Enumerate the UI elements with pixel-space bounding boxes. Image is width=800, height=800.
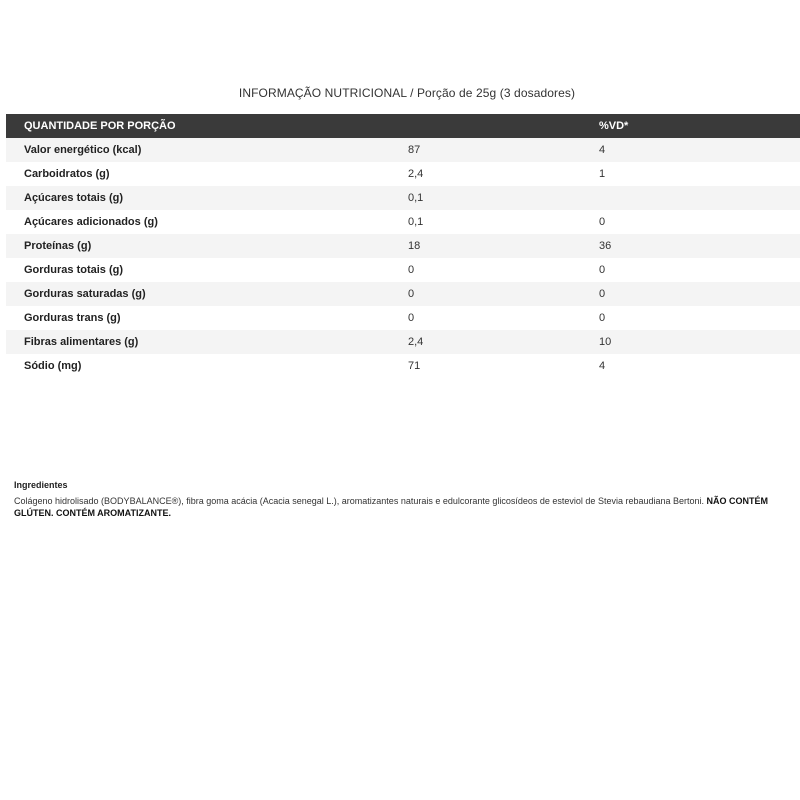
nutrient-name: Gorduras saturadas (g) — [24, 288, 146, 300]
nutrient-amount: 0,1 — [408, 216, 424, 228]
table-row — [6, 186, 800, 210]
nutrient-name: Carboidratos (g) — [24, 168, 110, 180]
table-row — [6, 210, 800, 234]
nutrient-amount: 71 — [408, 360, 421, 372]
nutrient-name: Açúcares adicionados (g) — [24, 216, 158, 228]
nutrient-amount: 0 — [408, 312, 415, 324]
nutrient-name: Gorduras totais (g) — [24, 264, 124, 276]
nutrient-vd: 0 — [599, 216, 606, 228]
nutrient-vd: 0 — [599, 312, 606, 324]
nutrient-name: Proteínas (g) — [24, 240, 92, 252]
nutrient-amount: 0 — [408, 288, 415, 300]
nutrient-amount: 87 — [408, 144, 421, 156]
nutrient-amount: 2,4 — [408, 168, 424, 180]
nutrient-amount: 0,1 — [408, 192, 424, 204]
nutrient-name: Fibras alimentares (g) — [24, 336, 139, 348]
nutrient-amount: 18 — [408, 240, 421, 252]
nutrient-name: Açúcares totais (g) — [24, 192, 124, 204]
table-row — [6, 258, 800, 282]
header-quantity-label: QUANTIDADE POR PORÇÃO — [24, 120, 176, 132]
nutrient-vd: 4 — [599, 144, 606, 156]
table-row — [6, 306, 800, 330]
table-row — [6, 162, 800, 186]
nutrient-vd: 0 — [599, 264, 606, 276]
nutrient-name: Valor energético (kcal) — [24, 144, 142, 156]
ingredients-section — [14, 480, 796, 519]
nutrient-vd: 4 — [599, 360, 606, 372]
table-row — [6, 234, 800, 258]
ingredients-list: Colágeno hidrolisado (BODYBALANCE®), fibra goma acácia (Acacia senegal L.), aromatizantes naturais e edulcorante glicosídeos de esteviol de Stevia rebaudiana Bertoni. — [14, 496, 705, 506]
nutrient-vd: 10 — [599, 336, 612, 348]
table-row — [6, 282, 800, 306]
nutrient-name: Gorduras trans (g) — [24, 312, 121, 324]
ingredients-text — [14, 495, 796, 519]
nutrition-table-title: INFORMAÇÃO NUTRICIONAL / Porção de 25g (3 dosadores) — [238, 86, 576, 100]
nutrition-table — [6, 114, 800, 378]
ingredients-title: Ingredientes — [14, 480, 68, 490]
nutrient-name: Sódio (mg) — [24, 360, 82, 372]
nutrient-amount: 0 — [408, 264, 415, 276]
table-header-row — [6, 114, 800, 138]
nutrient-vd: 36 — [599, 240, 612, 252]
table-row — [6, 330, 800, 354]
header-vd-label: %VD* — [599, 120, 629, 132]
table-row — [6, 138, 800, 162]
nutrient-vd: 0 — [599, 288, 606, 300]
table-row — [6, 354, 800, 378]
nutrient-amount: 2,4 — [408, 336, 424, 348]
allergen-warning: NÃO CONTÉM GLÚTEN. CONTÉM AROMATIZANTE. — [14, 496, 769, 518]
nutrient-vd: 1 — [599, 168, 606, 180]
